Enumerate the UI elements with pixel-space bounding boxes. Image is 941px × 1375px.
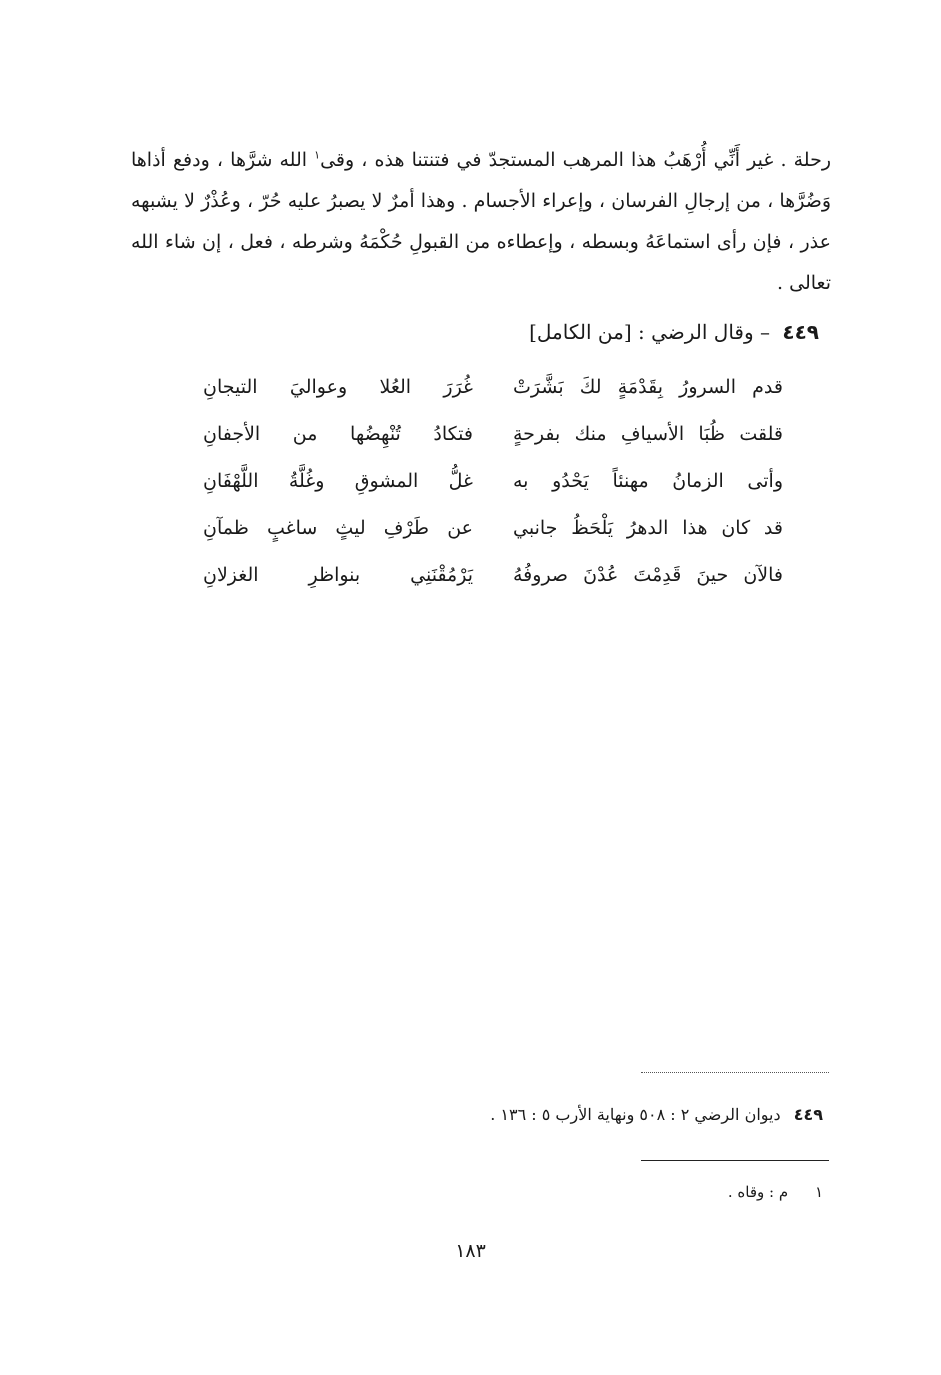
verse: [203, 367, 783, 414]
prose-text: [131, 140, 831, 304]
poem-heading-text: – وقال الرضي : [من الكامل]: [529, 320, 771, 344]
verse-second-hemistich: عن طَرْفِ ليثٍ ساغبٍ ظمآنِ: [203, 517, 473, 539]
source-note: [490, 1100, 823, 1130]
prose-paragraph: [131, 140, 831, 304]
verse: [203, 414, 783, 461]
verse-second-hemistich: غلُّ المشوقِ وغُلَّةُ اللَّهْفَانِ: [203, 470, 473, 492]
verse-second-hemistich: يَرْمُقْنَنِي بنواظرِ الغزلانِ: [203, 564, 473, 586]
verse-second-hemistich: غُرَرَ العُلا وعواليَ التيجانِ: [203, 376, 473, 398]
footnote-text: م : وقاه .: [727, 1183, 789, 1201]
source-divider: [641, 1072, 829, 1073]
entry-number: ٤٤٩: [782, 320, 819, 344]
prose-text-part-2: الله شرَّها ، ودفع أذاها وَضُرَّها ، من إرجالِ الفرسان ، وإعراء الأجسام . وهذا أمرٌ لا يصبرُ عليه حُرّ ، وعُذْرٌ لا يشبهه عذر ، فإن رأى استماعَهُ وبسطه ، وإعطاءه من القبولِ حُكْمَهُ وشرطه ، فعل ، إن شاء الله تعالى .: [131, 149, 831, 294]
verse: [203, 461, 783, 508]
verse-second-hemistich: فتكادُ تُنْهِضُها من الأجفانِ: [203, 423, 473, 445]
poem: [203, 367, 783, 602]
source-entry-number: ٤٤٩: [793, 1105, 823, 1124]
source-text: ديوان الرضي ٢ : ٥٠٨ ونهاية الأرب ٥ : ١٣٦ .: [490, 1105, 781, 1124]
verse-first-hemistich: قلقت ظُبَا الأسيافِ منك بفرحةٍ: [513, 423, 783, 445]
page-number: ١٨٣: [455, 1240, 486, 1262]
prose-text-part-1: رحلة . غير أَنِّي أُرْهَبُ هذا المرهب المستجدّ في فتنتنا هذه ، وقى: [320, 149, 832, 171]
footnote: [728, 1178, 823, 1206]
verse: [203, 555, 783, 602]
verse-first-hemistich: قد كان هذا الدهرُ يَلْحَظُ جانبي: [513, 517, 783, 539]
verse-first-hemistich: قدم السرورُ بِقَدْمَةٍ لكَ بَشَّرَتْ: [513, 376, 783, 398]
verse-first-hemistich: وأتى الزمانُ مهنئاً يَحْدُو به: [513, 470, 783, 492]
footnote-divider: [641, 1160, 829, 1161]
verse: [203, 508, 783, 555]
footnote-number: ١: [814, 1183, 823, 1201]
footnote-reference[interactable]: ١: [314, 148, 321, 162]
poem-heading: [529, 315, 819, 349]
verse-first-hemistich: فالآن حينَ قَدِمْتَ عُدْنَ صروفُهُ: [513, 564, 783, 586]
